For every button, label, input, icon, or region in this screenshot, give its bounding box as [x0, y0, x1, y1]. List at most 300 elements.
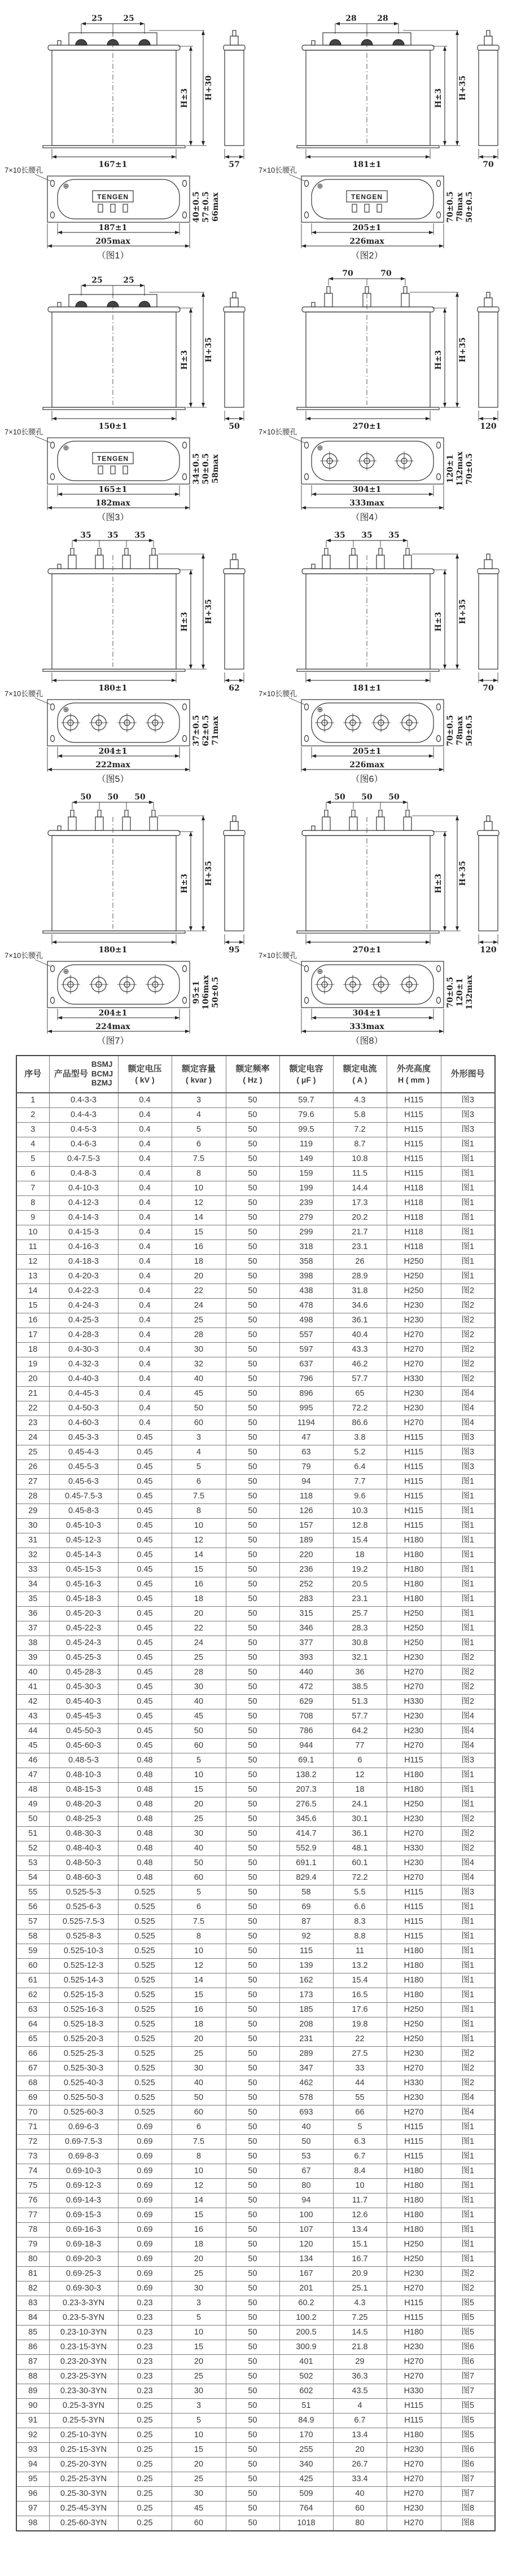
- table-row: [16, 1944, 495, 1959]
- table-cell: 29: [333, 2355, 387, 2370]
- table-cell: 40: [172, 2076, 226, 2091]
- table-row: [16, 1563, 495, 1577]
- table-cell: 30: [172, 1343, 226, 1357]
- table-cell: 0.25: [118, 2414, 172, 2428]
- table-cell: 0.45: [118, 1504, 172, 1519]
- table-cell: 60: [172, 1871, 226, 1885]
- height-inner-label: H±3: [434, 88, 443, 108]
- table-row: [16, 2105, 495, 2120]
- table-cell: H115: [387, 1900, 441, 1915]
- table-cell: H230: [387, 1709, 441, 1724]
- table-cell: 50: [226, 2296, 279, 2311]
- table-cell: 0.45: [118, 1709, 172, 1724]
- table-cell: 597: [279, 1343, 333, 1357]
- figure-cell-7: [0, 789, 254, 1049]
- table-cell: 1018: [279, 2516, 333, 2531]
- table-cell: 67: [16, 2061, 49, 2076]
- table-cell: 50: [226, 2443, 279, 2458]
- table-cell: 629: [279, 1695, 333, 1709]
- table-cell: 0.4: [118, 1093, 172, 1108]
- table-cell: 0.525-15-3: [49, 1988, 118, 2003]
- height-outer-label: H+35: [204, 337, 213, 363]
- side-width-label: 57: [229, 160, 240, 169]
- table-cell: 0.45: [118, 1724, 172, 1739]
- table-cell: 50: [226, 2252, 279, 2267]
- body-width-label: 181±1: [352, 684, 382, 693]
- table-row: [16, 2502, 495, 2516]
- table-cell: 0.45: [118, 1636, 172, 1651]
- plan-vertical-dim-label: 34±0.5: [192, 453, 201, 485]
- table-cell: 53: [16, 1856, 49, 1871]
- table-cell: 94: [279, 1475, 333, 1489]
- table-cell: 30: [172, 2384, 226, 2399]
- table-cell: 7.2: [333, 1123, 387, 1137]
- table-cell: 0.23-30-3YN: [49, 2384, 118, 2399]
- table-cell: 50: [226, 1299, 279, 1313]
- table-cell: 57.7: [333, 1709, 387, 1724]
- table-cell: H230: [387, 2091, 441, 2105]
- plan-inner-width-label: 205±1: [352, 223, 382, 232]
- table-cell: 图5: [441, 2296, 495, 2311]
- table-cell: H115: [387, 1152, 441, 1167]
- table-cell: 50: [226, 2311, 279, 2326]
- table-row: [16, 1196, 495, 1211]
- table-cell: 图1: [441, 1563, 495, 1577]
- table-cell: 图2: [441, 1651, 495, 1665]
- table-cell: 50: [226, 1827, 279, 1841]
- table-cell: 50: [226, 1636, 279, 1651]
- table-cell: 51.3: [333, 1695, 387, 1709]
- table-row: [16, 2076, 495, 2091]
- table-cell: 0.48: [118, 1783, 172, 1797]
- table-cell: 50: [226, 1401, 279, 1416]
- table-cell: 40: [172, 1695, 226, 1709]
- table-cell: 5: [172, 2311, 226, 2326]
- terminal-spacing-label: 70: [380, 269, 392, 278]
- table-cell: 图1: [441, 1196, 495, 1211]
- terminal-spacing-label: 35: [334, 531, 345, 540]
- table-cell: H330: [387, 2384, 441, 2399]
- table-cell: 0.25: [118, 2502, 172, 2516]
- table-cell: 87: [279, 1915, 333, 1929]
- column-header-5: [226, 1056, 279, 1093]
- table-cell: 279: [279, 1211, 333, 1225]
- table-cell: 8: [172, 1167, 226, 1181]
- table-cell: 8: [16, 1196, 49, 1211]
- table-cell: 40: [16, 1665, 49, 1680]
- table-cell: 50: [226, 1093, 279, 1108]
- table-cell: 0.25-3-3YN: [49, 2399, 118, 2414]
- table-cell: 50: [226, 1372, 279, 1387]
- table-cell: 50: [226, 1651, 279, 1665]
- table-cell: 16.7: [333, 2252, 387, 2267]
- table-cell: 10: [333, 2179, 387, 2193]
- table-cell: 图1: [441, 2208, 495, 2223]
- ground-symbol: ⊕: [63, 182, 69, 190]
- plan-inner-width-label: 187±1: [98, 223, 128, 232]
- table-cell: 25: [172, 1651, 226, 1665]
- table-cell: 69: [279, 1900, 333, 1915]
- table-cell: 图1: [441, 1768, 495, 1783]
- table-cell: H115: [387, 2296, 441, 2311]
- table-cell: 15: [172, 1988, 226, 2003]
- table-cell: 0.45-18-3: [49, 1592, 118, 1607]
- table-cell: 50: [226, 1475, 279, 1489]
- table-cell: 100: [279, 2208, 333, 2223]
- table-cell: 0.45: [118, 1695, 172, 1709]
- table-cell: 40: [172, 1372, 226, 1387]
- body-width-label: 167±1: [98, 160, 128, 169]
- table-cell: 图4: [441, 1416, 495, 1431]
- plan-vertical-dim-label: 37±0.5: [192, 715, 201, 746]
- table-cell: H180: [387, 1973, 441, 1988]
- table-cell: 图1: [441, 1607, 495, 1621]
- table-cell: 36: [16, 1607, 49, 1621]
- table-cell: 53: [279, 2149, 333, 2164]
- table-row: [16, 2047, 495, 2061]
- table-cell: 图8: [441, 2502, 495, 2516]
- table-cell: H230: [387, 1313, 441, 1328]
- table-cell: 69.1: [279, 1753, 333, 1768]
- ground-symbol: ⊕: [317, 967, 323, 975]
- table-cell: 图1: [441, 2223, 495, 2237]
- table-cell: 28: [16, 1489, 49, 1504]
- table-cell: 346: [279, 1621, 333, 1636]
- table-cell: 17.6: [333, 2003, 387, 2017]
- table-cell: 50: [226, 1519, 279, 1533]
- slot-hole-note: 7×10长腰孔: [5, 951, 43, 960]
- plan-outer-width-label: 224max: [95, 1022, 130, 1031]
- table-cell: 24.1: [333, 1797, 387, 1812]
- table-cell: H115: [387, 2399, 441, 2414]
- table-cell: 50: [226, 1343, 279, 1357]
- table-cell: 377: [279, 1636, 333, 1651]
- table-cell: 60: [172, 2105, 226, 2120]
- table-cell: 60: [172, 1416, 226, 1431]
- table-cell: 358: [279, 1255, 333, 1269]
- table-cell: 6.7: [333, 2149, 387, 2164]
- table-cell: H250: [387, 2252, 441, 2267]
- table-cell: 0.25-20-3YN: [49, 2458, 118, 2472]
- table-cell: 57: [16, 1915, 49, 1929]
- table-cell: H270: [387, 2370, 441, 2384]
- table-cell: 84.9: [279, 2414, 333, 2428]
- plan-outer-width-label: 226max: [349, 237, 384, 246]
- ground-symbol: ⊕: [317, 443, 323, 452]
- table-cell: 0.525: [118, 2061, 172, 2076]
- table-cell: 13.4: [333, 2428, 387, 2443]
- table-cell: 61: [16, 1973, 49, 1988]
- table-cell: 0.45: [118, 1431, 172, 1445]
- table-cell: 0.4: [118, 1269, 172, 1284]
- table-cell: 472: [279, 1680, 333, 1695]
- table-cell: 3.8: [333, 1431, 387, 1445]
- table-cell: 0.525-10-3: [49, 1944, 118, 1959]
- table-cell: 43: [16, 1709, 49, 1724]
- table-cell: 50: [226, 1797, 279, 1812]
- table-cell: 5.8: [333, 1108, 387, 1123]
- body-width-label: 150±1: [98, 422, 128, 431]
- table-cell: 6: [172, 1137, 226, 1152]
- table-cell: 15: [172, 1783, 226, 1797]
- terminal-spacing-label: 50: [361, 793, 373, 802]
- table-cell: H115: [387, 1753, 441, 1768]
- table-cell: 47: [16, 1768, 49, 1783]
- table-cell: 36.1: [333, 1313, 387, 1328]
- table-cell: 图1: [441, 2193, 495, 2208]
- table-cell: 0.23: [118, 2311, 172, 2326]
- figure-caption: （图2）: [351, 251, 383, 261]
- table-cell: 31.8: [333, 1284, 387, 1299]
- table-cell: 50: [226, 2237, 279, 2252]
- plan-vertical-dim-label: 40±0.5: [192, 191, 201, 223]
- table-cell: H115: [387, 1460, 441, 1475]
- table-cell: 5.5: [333, 1885, 387, 1900]
- table-cell: 0.525-50-3: [49, 2091, 118, 2105]
- table-cell: H230: [387, 1724, 441, 1739]
- table-cell: 52: [16, 1841, 49, 1856]
- table-cell: H270: [387, 1328, 441, 1343]
- table-cell: 299: [279, 1225, 333, 1240]
- height-inner-label: H±3: [434, 612, 443, 632]
- table-cell: 50: [226, 1489, 279, 1504]
- table-cell: 图1: [441, 2252, 495, 2267]
- table-cell: 45: [172, 1387, 226, 1401]
- table-cell: 图2: [441, 1812, 495, 1827]
- table-cell: 40: [172, 1841, 226, 1856]
- table-cell: 25: [172, 2472, 226, 2487]
- table-cell: 0.4-40-3: [49, 1372, 118, 1387]
- table-cell: 50: [226, 2149, 279, 2164]
- table-cell: 20.2: [333, 1211, 387, 1225]
- table-cell: 189: [279, 1533, 333, 1548]
- table-cell: 图3: [441, 1445, 495, 1460]
- figure-cell-5: [0, 527, 254, 788]
- table-row: [16, 2179, 495, 2193]
- table-cell: H115: [387, 1489, 441, 1504]
- table-cell: 图1: [441, 1533, 495, 1548]
- table-cell: 10.8: [333, 1152, 387, 1167]
- table-cell: 18: [172, 2237, 226, 2252]
- table-cell: 255: [279, 2443, 333, 2458]
- table-cell: 0.525: [118, 2017, 172, 2032]
- table-cell: 24: [172, 1299, 226, 1313]
- table-cell: 20: [172, 2252, 226, 2267]
- table-cell: 786: [279, 1724, 333, 1739]
- plan-vertical-dim-label: 95±1: [192, 981, 201, 1004]
- table-cell: 340: [279, 2458, 333, 2472]
- table-cell: 21.8: [333, 2340, 387, 2355]
- table-cell: 33: [333, 2061, 387, 2076]
- table-cell: H230: [387, 1812, 441, 1827]
- table-row: [16, 2384, 495, 2399]
- table-cell: 32: [16, 1548, 49, 1563]
- table-cell: 28: [172, 1665, 226, 1680]
- table-cell: 50: [226, 2105, 279, 2120]
- table-cell: 0.4: [118, 1284, 172, 1299]
- table-cell: H115: [387, 1885, 441, 1900]
- table-cell: 34: [16, 1577, 49, 1592]
- table-cell: 199: [279, 1181, 333, 1196]
- table-cell: 15: [172, 2443, 226, 2458]
- table-cell: 0.4: [118, 1299, 172, 1313]
- table-cell: 50: [226, 2399, 279, 2414]
- table-row: [16, 1959, 495, 1973]
- table-cell: 0.45-15-3: [49, 1563, 118, 1577]
- table-cell: 25.1: [333, 2282, 387, 2296]
- table-cell: 50: [226, 1621, 279, 1636]
- table-cell: 图2: [441, 1299, 495, 1313]
- table-cell: H270: [387, 2458, 441, 2472]
- capacitor-outline-drawing-8: [254, 789, 508, 1049]
- table-cell: 0.25-15-3YN: [49, 2443, 118, 2458]
- table-cell: 54: [16, 1871, 49, 1885]
- table-cell: 图1: [441, 1137, 495, 1152]
- table-cell: 0.525: [118, 1944, 172, 1959]
- table-cell: H115: [387, 2311, 441, 2326]
- table-cell: 50: [226, 1504, 279, 1519]
- table-cell: 208: [279, 2017, 333, 2032]
- plan-vertical-dim-label: 78max: [456, 716, 465, 745]
- table-cell: 0.525-7.5-3: [49, 1915, 118, 1929]
- table-cell: 50: [226, 1607, 279, 1621]
- table-cell: 139: [279, 1959, 333, 1973]
- table-cell: 0.69-25-3: [49, 2267, 118, 2282]
- column-header-title: 外壳高度: [396, 1064, 431, 1074]
- table-cell: 26.7: [333, 2458, 387, 2472]
- table-cell: 21: [16, 1387, 49, 1401]
- table-cell: 15.4: [333, 1533, 387, 1548]
- terminal-spacing-label: 25: [91, 14, 103, 23]
- table-cell: 图1: [441, 1167, 495, 1181]
- table-cell: 图1: [441, 1577, 495, 1592]
- table-cell: H230: [387, 1299, 441, 1313]
- table-cell: 0.4: [118, 1328, 172, 1343]
- table-cell: 69: [16, 2091, 49, 2105]
- table-cell: 48: [16, 1783, 49, 1797]
- table-cell: 0.4-12-3: [49, 1196, 118, 1211]
- table-cell: 50: [226, 1123, 279, 1137]
- table-cell: 0.45-50-3: [49, 1724, 118, 1739]
- plan-outer-width-label: 333max: [349, 1022, 384, 1031]
- table-cell: 0.4: [118, 1313, 172, 1328]
- table-cell: 图6: [441, 2458, 495, 2472]
- table-cell: 16: [172, 1577, 226, 1592]
- table-cell: 345.6: [279, 1812, 333, 1827]
- table-cell: 图5: [441, 2326, 495, 2340]
- table-cell: 34.6: [333, 1299, 387, 1313]
- table-cell: 0.48: [118, 1768, 172, 1783]
- table-cell: H180: [387, 1563, 441, 1577]
- table-cell: 0.25: [118, 2458, 172, 2472]
- table-cell: 0.69-7.5-3: [49, 2135, 118, 2149]
- table-cell: 35: [16, 1592, 49, 1607]
- table-cell: H230: [387, 2267, 441, 2282]
- table-cell: 36: [333, 1665, 387, 1680]
- table-cell: 12.8: [333, 1519, 387, 1533]
- table-cell: 50: [226, 2061, 279, 2076]
- table-cell: 图4: [441, 1709, 495, 1724]
- table-row: [16, 1783, 495, 1797]
- table-cell: 50: [226, 1357, 279, 1372]
- table-cell: 68: [16, 2076, 49, 2091]
- table-cell: 0.25: [118, 2516, 172, 2531]
- table-cell: 252: [279, 1577, 333, 1592]
- table-cell: 50: [226, 1181, 279, 1196]
- table-cell: 图3: [441, 1123, 495, 1137]
- table-cell: 0.525-30-3: [49, 2061, 118, 2076]
- table-cell: 30.8: [333, 1636, 387, 1651]
- table-cell: 0.25-25-3YN: [49, 2472, 118, 2487]
- table-cell: 0.69-15-3: [49, 2208, 118, 2223]
- brand-label: TENGEN: [97, 455, 129, 463]
- table-cell: 图1: [441, 1211, 495, 1225]
- table-cell: 50: [226, 1739, 279, 1753]
- table-cell: 3: [172, 1431, 226, 1445]
- table-cell: 10: [172, 1519, 226, 1533]
- table-cell: 22: [172, 1621, 226, 1636]
- table-cell: H270: [387, 2472, 441, 2487]
- table-row: [16, 2428, 495, 2443]
- table-cell: 637: [279, 1357, 333, 1372]
- height-outer-label: H+35: [458, 860, 467, 886]
- table-cell: 0.4-50-3: [49, 1401, 118, 1416]
- table-cell: 33: [16, 1563, 49, 1577]
- table-cell: 图3: [441, 1885, 495, 1900]
- table-cell: 19: [16, 1357, 49, 1372]
- table-cell: 17.3: [333, 1196, 387, 1211]
- table-cell: 16.5: [333, 1988, 387, 2003]
- table-cell: H115: [387, 1445, 441, 1460]
- table-row: [16, 1651, 495, 1665]
- table-cell: 0.48-25-3: [49, 1812, 118, 1827]
- table-cell: 0.25: [118, 2487, 172, 2502]
- table-row: [16, 2120, 495, 2135]
- table-cell: 11.5: [333, 1167, 387, 1181]
- table-cell: 200.5: [279, 2326, 333, 2340]
- table-cell: 0.23: [118, 2340, 172, 2355]
- body-width-label: 270±1: [352, 946, 382, 955]
- table-cell: 0.525-20-3: [49, 2032, 118, 2047]
- table-cell: 50: [226, 2355, 279, 2370]
- table-cell: H230: [387, 1651, 441, 1665]
- table-cell: 50: [226, 2032, 279, 2047]
- table-cell: 图1: [441, 1152, 495, 1167]
- table-cell: 0.4-60-3: [49, 1416, 118, 1431]
- table-cell: 33.4: [333, 2472, 387, 2487]
- table-cell: 0.69: [118, 2267, 172, 2282]
- table-row: [16, 2252, 495, 2267]
- table-cell: 图1: [441, 1269, 495, 1284]
- table-cell: 28.9: [333, 1269, 387, 1284]
- table-row: [16, 1841, 495, 1856]
- terminal-spacing-label: 25: [91, 276, 103, 285]
- table-cell: 图1: [441, 1959, 495, 1973]
- table-cell: 75: [16, 2179, 49, 2193]
- table-cell: 24: [172, 1636, 226, 1651]
- table-cell: 79.6: [279, 1108, 333, 1123]
- table-cell: 170: [279, 2428, 333, 2443]
- table-cell: 图3: [441, 1460, 495, 1475]
- table-cell: H115: [387, 2120, 441, 2135]
- table-row: [16, 2443, 495, 2458]
- table-cell: 图1: [441, 2120, 495, 2135]
- table-cell: H115: [387, 1123, 441, 1137]
- table-cell: 462: [279, 2076, 333, 2091]
- table-row: [16, 1665, 495, 1680]
- table-cell: 图1: [441, 1592, 495, 1607]
- table-cell: H118: [387, 1181, 441, 1196]
